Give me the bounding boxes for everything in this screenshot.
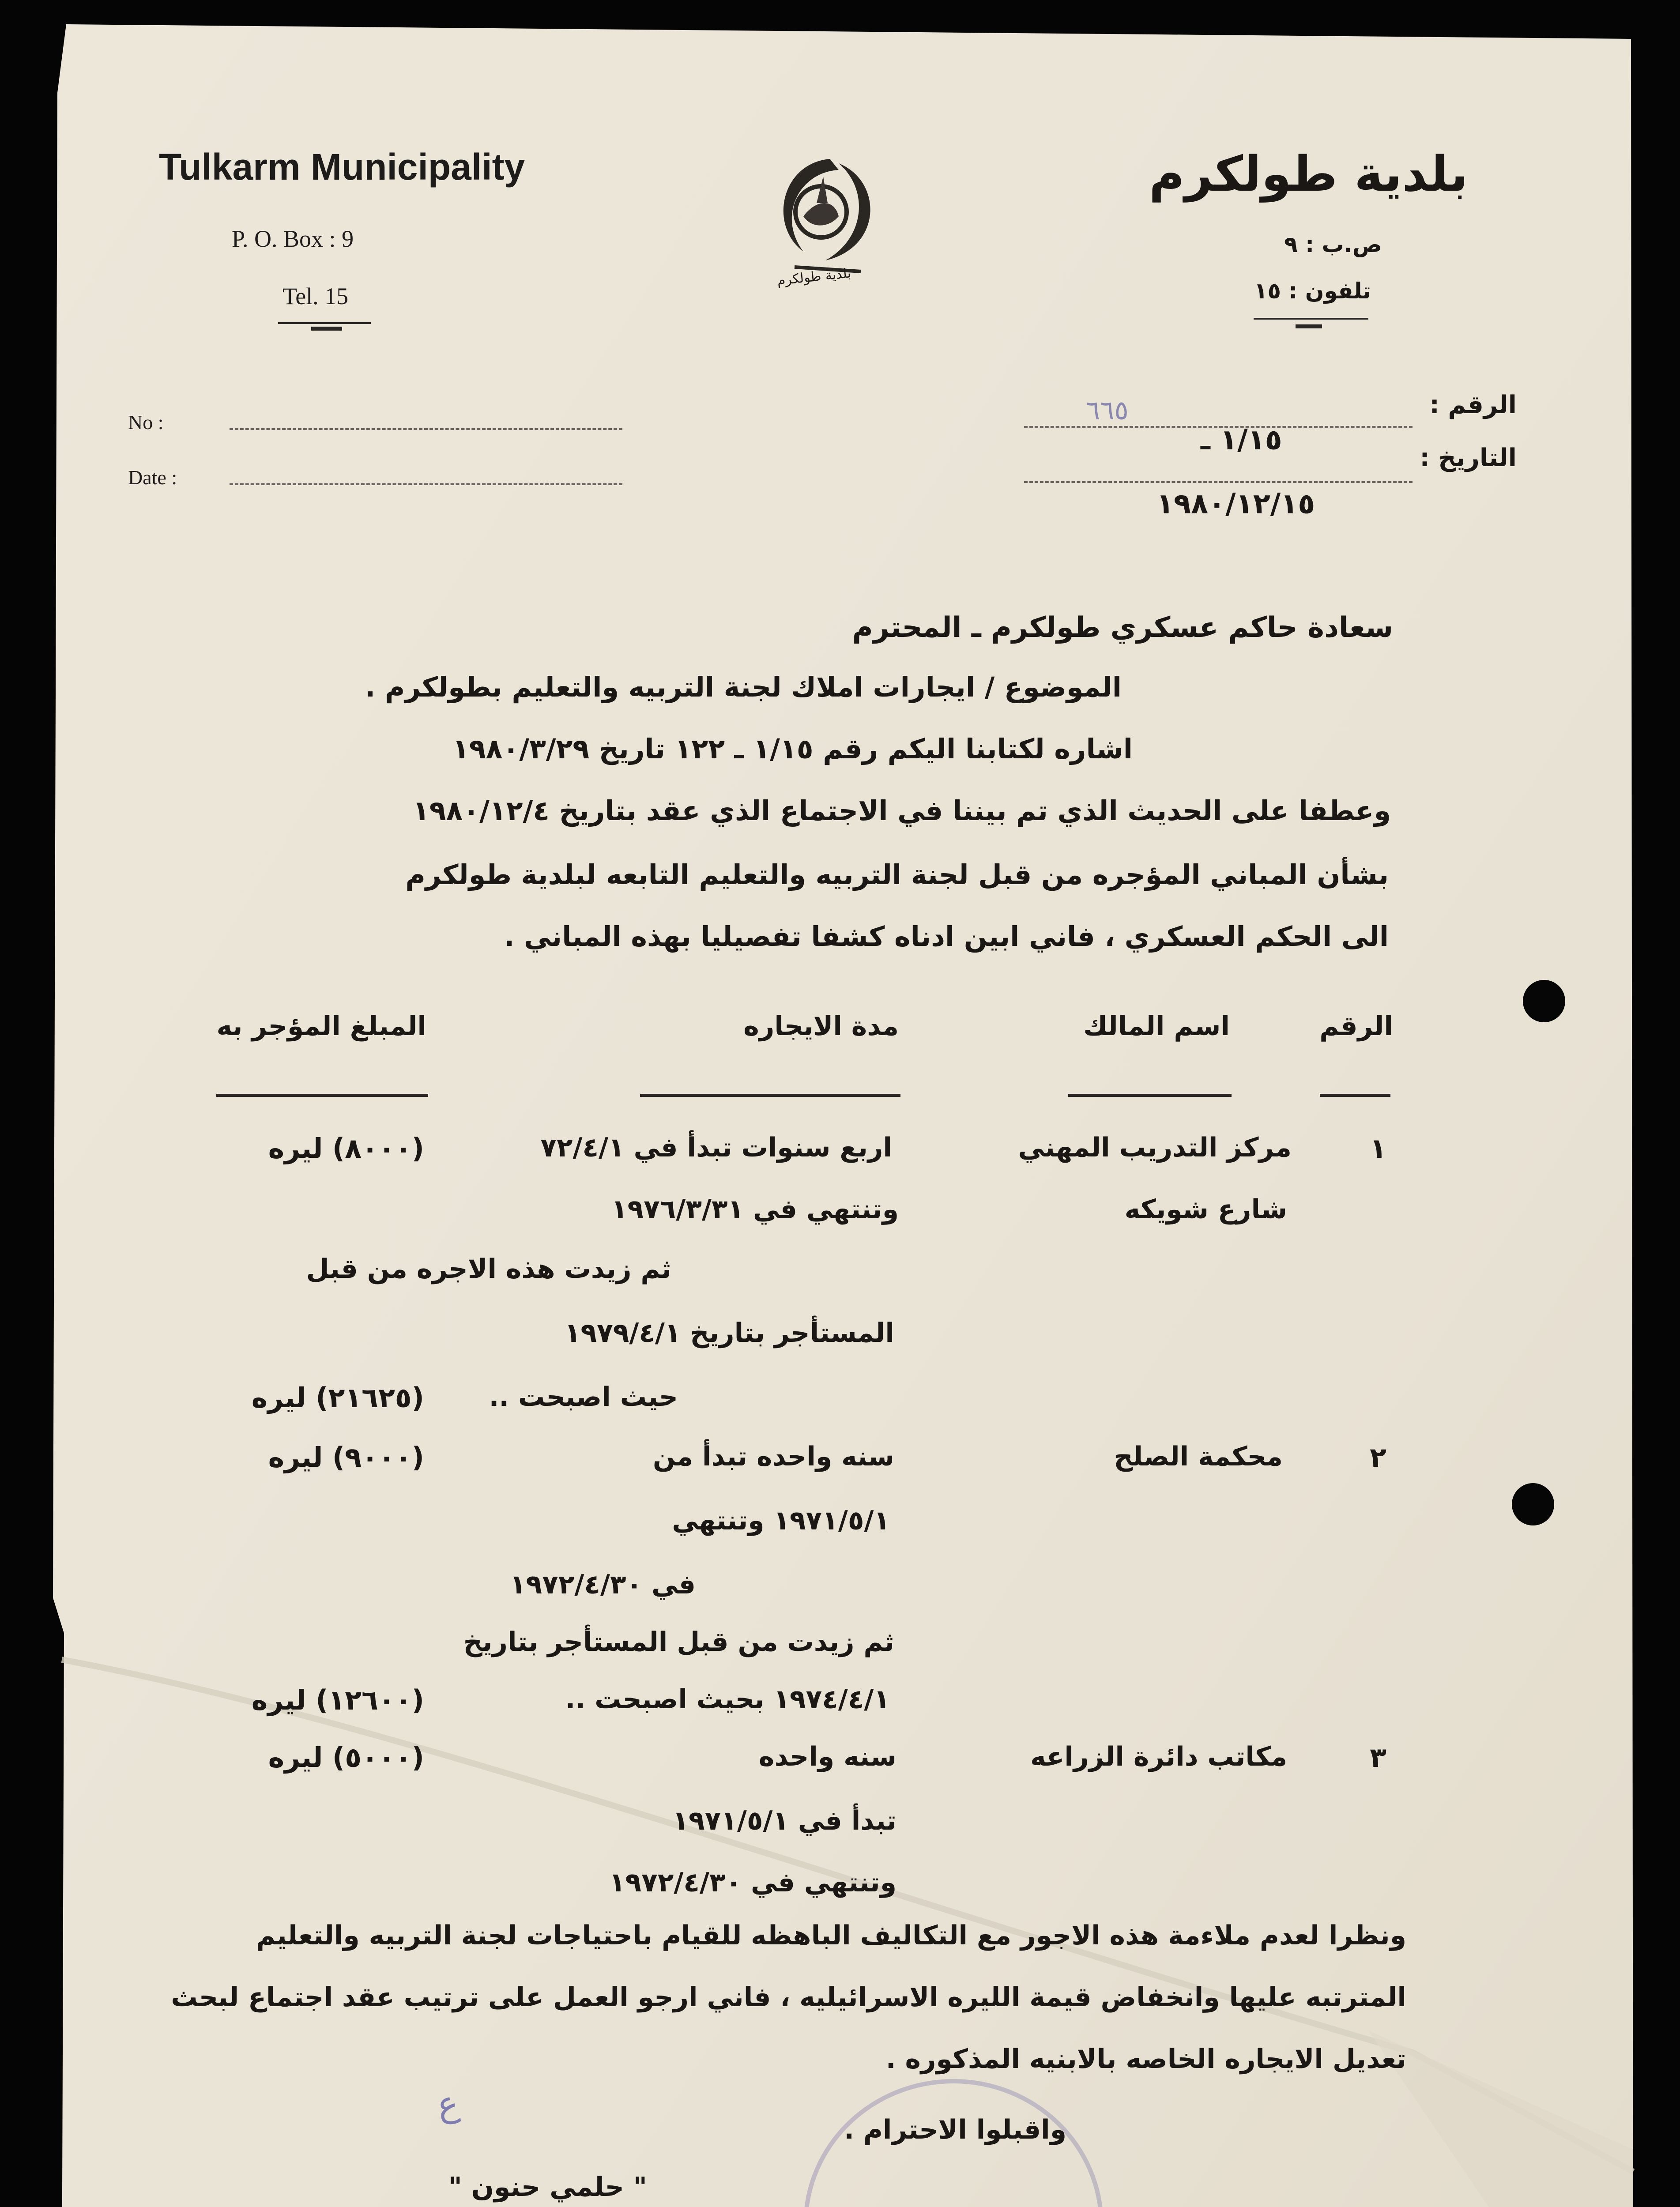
date-line — [230, 483, 622, 487]
row3-number: ٣ — [1370, 1741, 1386, 1774]
date-label: Date : — [128, 466, 177, 489]
ar-no-label: الرقم : — [1429, 391, 1517, 419]
en-municipality-name: Tulkarm Municipality — [159, 146, 525, 188]
signatory-name: " حلمي حنون " — [448, 2172, 647, 2203]
row1-owner-line2: شارع شويكه — [1124, 1194, 1287, 1225]
row2-amount-2: (١٢٦٠٠) ليره — [251, 1684, 424, 1716]
paragraph-line-1: وعطفا على الحديث الذي تم بيننا في الاجتماع الذي عقد بتاريخ ١٩٨٠/١٢/٤ — [412, 795, 1391, 827]
header-amount: المبلغ المؤجر به — [216, 1011, 426, 1042]
row3-owner-line1: مكاتب دائرة الزراعه — [1030, 1741, 1287, 1772]
ar-pobox: ص.ب : ٩ — [1284, 232, 1382, 257]
header-owner: اسم المالك — [1083, 1011, 1230, 1042]
row2-amount-1: (٩٠٠٠) ليره — [268, 1441, 424, 1473]
row1-amount-2: (٢١٦٢٥) ليره — [251, 1382, 424, 1414]
en-pobox: P. O. Box : 9 — [232, 226, 354, 252]
no-label: No : — [128, 411, 164, 433]
row2-period-line4: ثم زيدت من قبل المستأجر بتاريخ — [463, 1627, 894, 1657]
en-tel: Tel. 15 — [283, 283, 349, 309]
row1-owner-line1: مركز التدريب المهني — [1018, 1132, 1292, 1163]
row1-period-line3: ثم زيدت هذه الاجره من قبل — [306, 1254, 671, 1284]
header-period: مدة الايجاره — [743, 1011, 899, 1042]
row3-period-line3: وتنتهي في ١٩٧٢/٤/٣٠ — [609, 1867, 897, 1898]
header-number: الرقم — [1319, 1011, 1393, 1042]
row2-owner-line1: محكمة الصلح — [1114, 1441, 1283, 1472]
reference-line: اشاره لكتابنا اليكم رقم ١/١٥ ـ ١٢٢ تاريخ ١٩٨٠/٣/٢٩ — [452, 733, 1133, 765]
header-owner-underline — [1068, 1094, 1232, 1097]
header-amount-underline — [216, 1094, 428, 1097]
punch-hole-top — [1523, 980, 1565, 1022]
row1-amount-1: (٨٠٠٠) ليره — [268, 1132, 424, 1164]
ar-no-value: ١/١٥ ـ — [1201, 424, 1282, 456]
row2-period-line1: سنه واحده تبدأ من — [652, 1441, 894, 1472]
ar-municipality-name: بلدية طولكرم — [1149, 146, 1468, 202]
handwritten-initial: ع — [433, 2082, 462, 2126]
regards-line: واقبلوا الاحترام . — [844, 2114, 1066, 2145]
no-line — [230, 428, 622, 432]
ar-tel-mark — [1296, 324, 1322, 328]
header-number-underline — [1320, 1094, 1390, 1097]
closing-line-3: تعديل الايجاره الخاصه بالابنيه المذكوره . — [885, 2044, 1406, 2075]
row1-period-line5: حيث اصبحت .. — [489, 1382, 678, 1412]
row1-period-line2: وتنتهي في ١٩٧٦/٣/٣١ — [611, 1194, 899, 1225]
subject-line: الموضوع / ايجارات املاك لجنة التربيه والتعليم بطولكرم . — [365, 671, 1122, 703]
row1-period-line4: المستأجر بتاريخ ١٩٧٩/٤/١ — [564, 1318, 894, 1348]
ar-tel-underline — [1254, 318, 1368, 320]
logo-caption: بلدية طولكرم — [776, 265, 852, 289]
row2-period-line2: ١٩٧١/٥/١ وتنتهي — [672, 1505, 890, 1536]
closing-line-1: ونظرا لعدم ملاءمة هذه الاجور مع التكاليف الباهظه للقيام باحتياجات لجنة التربيه والتعليم — [256, 1920, 1406, 1951]
row3-period-line2: تبدأ في ١٩٧١/٥/١ — [672, 1805, 897, 1836]
ar-date-value: ١٩٨٠/١٢/١٥ — [1156, 488, 1315, 520]
punch-hole-bottom — [1512, 1483, 1554, 1525]
row3-period-line1: سنه واحده — [759, 1741, 897, 1772]
paragraph-line-2: بشأن المباني المؤجره من قبل لجنة التربيه والتعليم التابعه لبلدية طولكرم — [405, 859, 1389, 891]
closing-line-2: المترتبه عليها وانخفاض قيمة الليره الاسرائيليه ، فاني ارجو العمل على ترتيب عقد اجتماع لبحث — [171, 1982, 1406, 2013]
ar-no-handwritten: ٦٦٥ — [1086, 395, 1129, 426]
row2-number: ٢ — [1370, 1441, 1386, 1473]
paragraph-line-3: الى الحكم العسكري ، فاني ابين ادناه كشفا تفصيليا بهذه المباني . — [504, 920, 1389, 953]
row3-amount-1: (٥٠٠٠) ليره — [268, 1741, 424, 1774]
row2-period-line3: في ١٩٧٢/٤/٣٠ — [509, 1569, 696, 1600]
ar-tel: تلفون : ١٥ — [1254, 278, 1371, 304]
en-tel-mark — [311, 327, 342, 331]
header-period-underline — [640, 1094, 900, 1097]
row2-period-line5: ١٩٧٤/٤/١ بحيث اصبحت .. — [565, 1684, 890, 1715]
row1-number: ١ — [1370, 1132, 1386, 1164]
addressee: سعادة حاكم عسكري طولكرم ـ المحترم — [852, 611, 1393, 644]
ar-date-line — [1024, 481, 1413, 485]
en-tel-underline — [278, 322, 371, 324]
row1-period-line1: اربع سنوات تبدأ في ٧٢/٤/١ — [540, 1132, 892, 1163]
ar-date-label: التاريخ : — [1420, 444, 1517, 472]
